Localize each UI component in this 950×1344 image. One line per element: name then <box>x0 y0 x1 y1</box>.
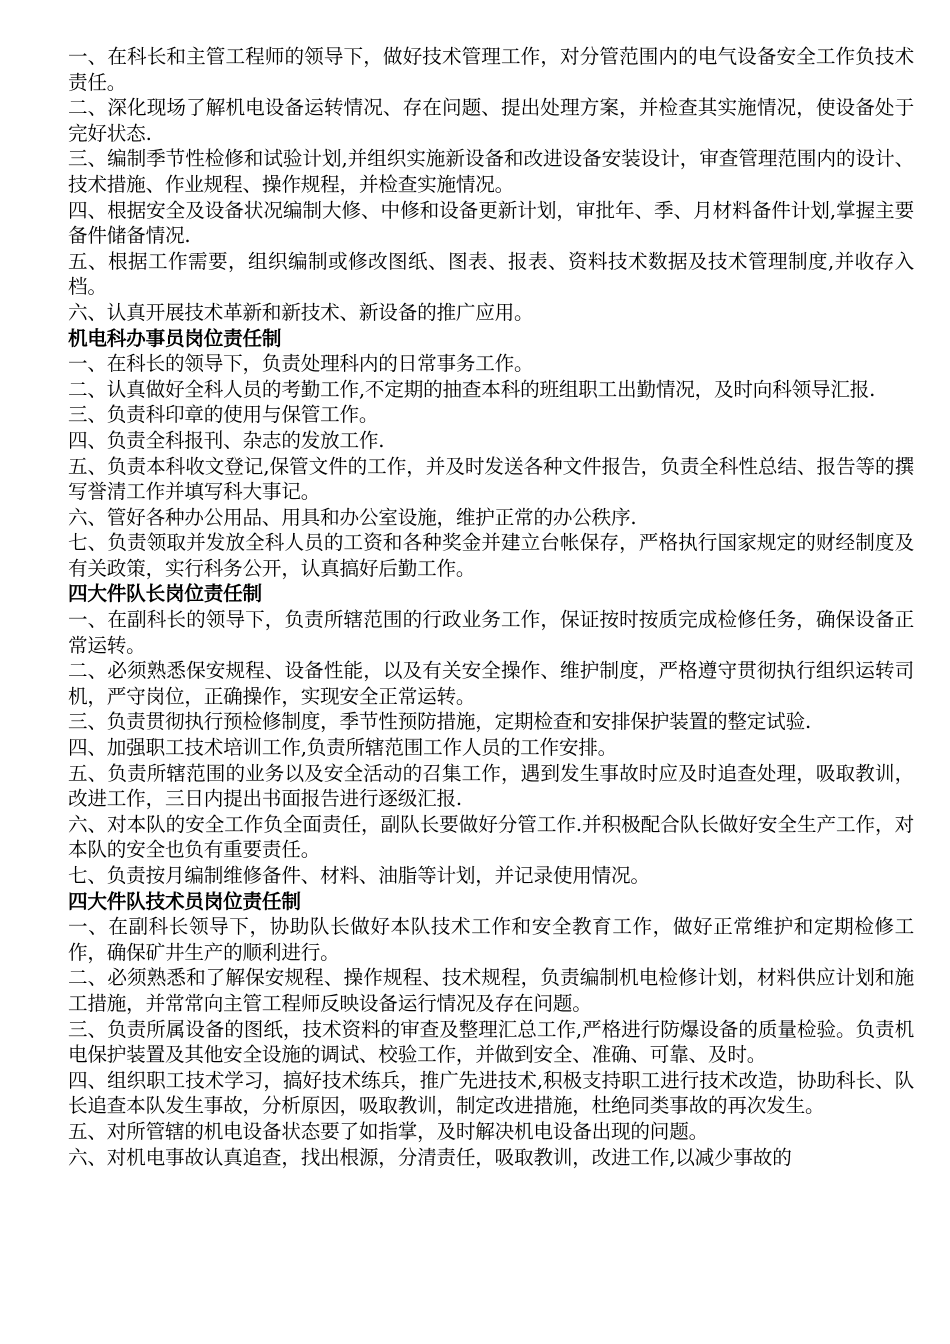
paragraph: 二、认真做好全科人员的考勤工作,不定期的抽查本科的班组职工出勤情况，及时向科领导汇报. <box>68 377 876 401</box>
paragraph: 二、深化现场了解机电设备运转情况、存在问题、提出处理方案，并检查其实施情况，使设备处于完好状态. <box>68 96 914 145</box>
paragraph: 五、负责所辖范围的业务以及安全活动的召集工作，遇到发生事故时应及时追查处理，吸取教训，改进工作，三日内提出书面报告进行逐级汇报. <box>68 761 914 811</box>
paragraph: 三、负责所属设备的图纸，技术资料的审查及整理汇总工作,严格进行防爆设备的质量检验。负责机电保护装置及其他安全设施的调试、校验工作，并做到安全、准确、可靠、及时。 <box>68 1017 914 1067</box>
paragraph: 一、在科长和主管工程师的领导下，做好技术管理工作，对分管范围内的电气设备安全工作负技术责任。 <box>68 45 914 94</box>
paragraph: 二、必须熟悉和了解保安规程、操作规程、技术规程，负责编制机电检修计划，材料供应计划和施工措施，并常常向主管工程师反映设备运行情况及存在问题。 <box>68 966 914 1015</box>
section-heading: 机电科办事员岗位责任制 <box>68 326 282 350</box>
paragraph: 四、组织职工技术学习，搞好技术练兵，推广先进技术,积极支持职工进行技术改造，协助科长、队长追查本队发生事故，分析原因，吸取教训，制定改进措施，杜绝同类事故的再次发生。 <box>68 1068 914 1118</box>
paragraph: 四、加强职工技术培训工作,负责所辖范围工作人员的工作安排。 <box>68 736 618 760</box>
paragraph: 五、负责本科收文登记,保管文件的工作，并及时发送各种文件报告，负责全科性总结、报告等的撰写誉清工作并填写科大事记。 <box>68 454 914 504</box>
paragraph: 三、负责贯彻执行预检修制度，季节性预防措施，定期检查和安排保护装置的整定试验. <box>68 710 811 734</box>
paragraph: 一、在副科长领导下，协助队长做好本队技术工作和安全教育工作，做好正常维护和定期检修工作，确保矿井生产的顺利进行。 <box>68 915 914 964</box>
paragraph: 一、在副科长的领导下，负责所辖范围的行政业务工作，保证按时按质完成检修任务，确保设备正常运转。 <box>68 608 914 657</box>
paragraph: 五、根据工作需要，组织编制或修改图纸、图表、报表、资料技术数据及技术管理制度,并收存入档。 <box>68 249 914 299</box>
document-page <box>68 44 914 1170</box>
section-heading: 四大件队长岗位责任制 <box>68 582 262 606</box>
paragraph: 六、管好各种办公用品、用具和办公室设施，维护正常的办公秩序. <box>68 505 637 529</box>
paragraph: 七、负责按月编制维修备件、材料、油脂等计划，并记录使用情况。 <box>68 864 650 887</box>
paragraph: 四、根据安全及设备状况编制大修、中修和设备更新计划，审批年、季、月材料备件计划,掌握主要备件储备情况. <box>68 198 914 248</box>
paragraph: 六、对本队的安全工作负全面责任，副队长要做好分管工作.并积极配合队长做好安全生产工作，对本队的安全也负有重要责任。 <box>68 812 914 862</box>
paragraph: 六、认真开展技术革新和新技术、新设备的推广应用。 <box>68 300 534 324</box>
paragraph: 三、编制季节性检修和试验计划,并组织实施新设备和改进设备安装设计，审查管理范围内的设计、技术措施、作业规程、操作规程，并检查实施情况。 <box>68 147 914 196</box>
paragraph: 六、对机电事故认真追查，找出根源，分清责任，吸取教训，改进工作,以减少事故的 <box>68 1145 792 1169</box>
paragraph: 三、负责科印章的使用与保管工作。 <box>68 403 379 427</box>
paragraph: 四、负责全科报刊、杂志的发放工作. <box>68 428 385 452</box>
paragraph: 五、对所管辖的机电设备状态要了如指掌，及时解决机电设备出现的问题。 <box>68 1119 708 1143</box>
section-heading: 四大件队技术员岗位责任制 <box>68 889 301 913</box>
paragraph: 一、在科长的领导下，负责处理科内的日常事务工作。 <box>68 352 534 376</box>
paragraph: 七、负责领取并发放全科人员的工资和各种奖金并建立台帐保存，严格执行国家规定的财经制度及有关政策，实行科务公开，认真搞好后勤工作。 <box>68 531 914 580</box>
paragraph: 二、必须熟悉保安规程、设备性能，以及有关安全操作、维护制度，严格遵守贯彻执行组织运转司机，严守岗位，正确操作，实现安全正常运转。 <box>68 659 914 708</box>
